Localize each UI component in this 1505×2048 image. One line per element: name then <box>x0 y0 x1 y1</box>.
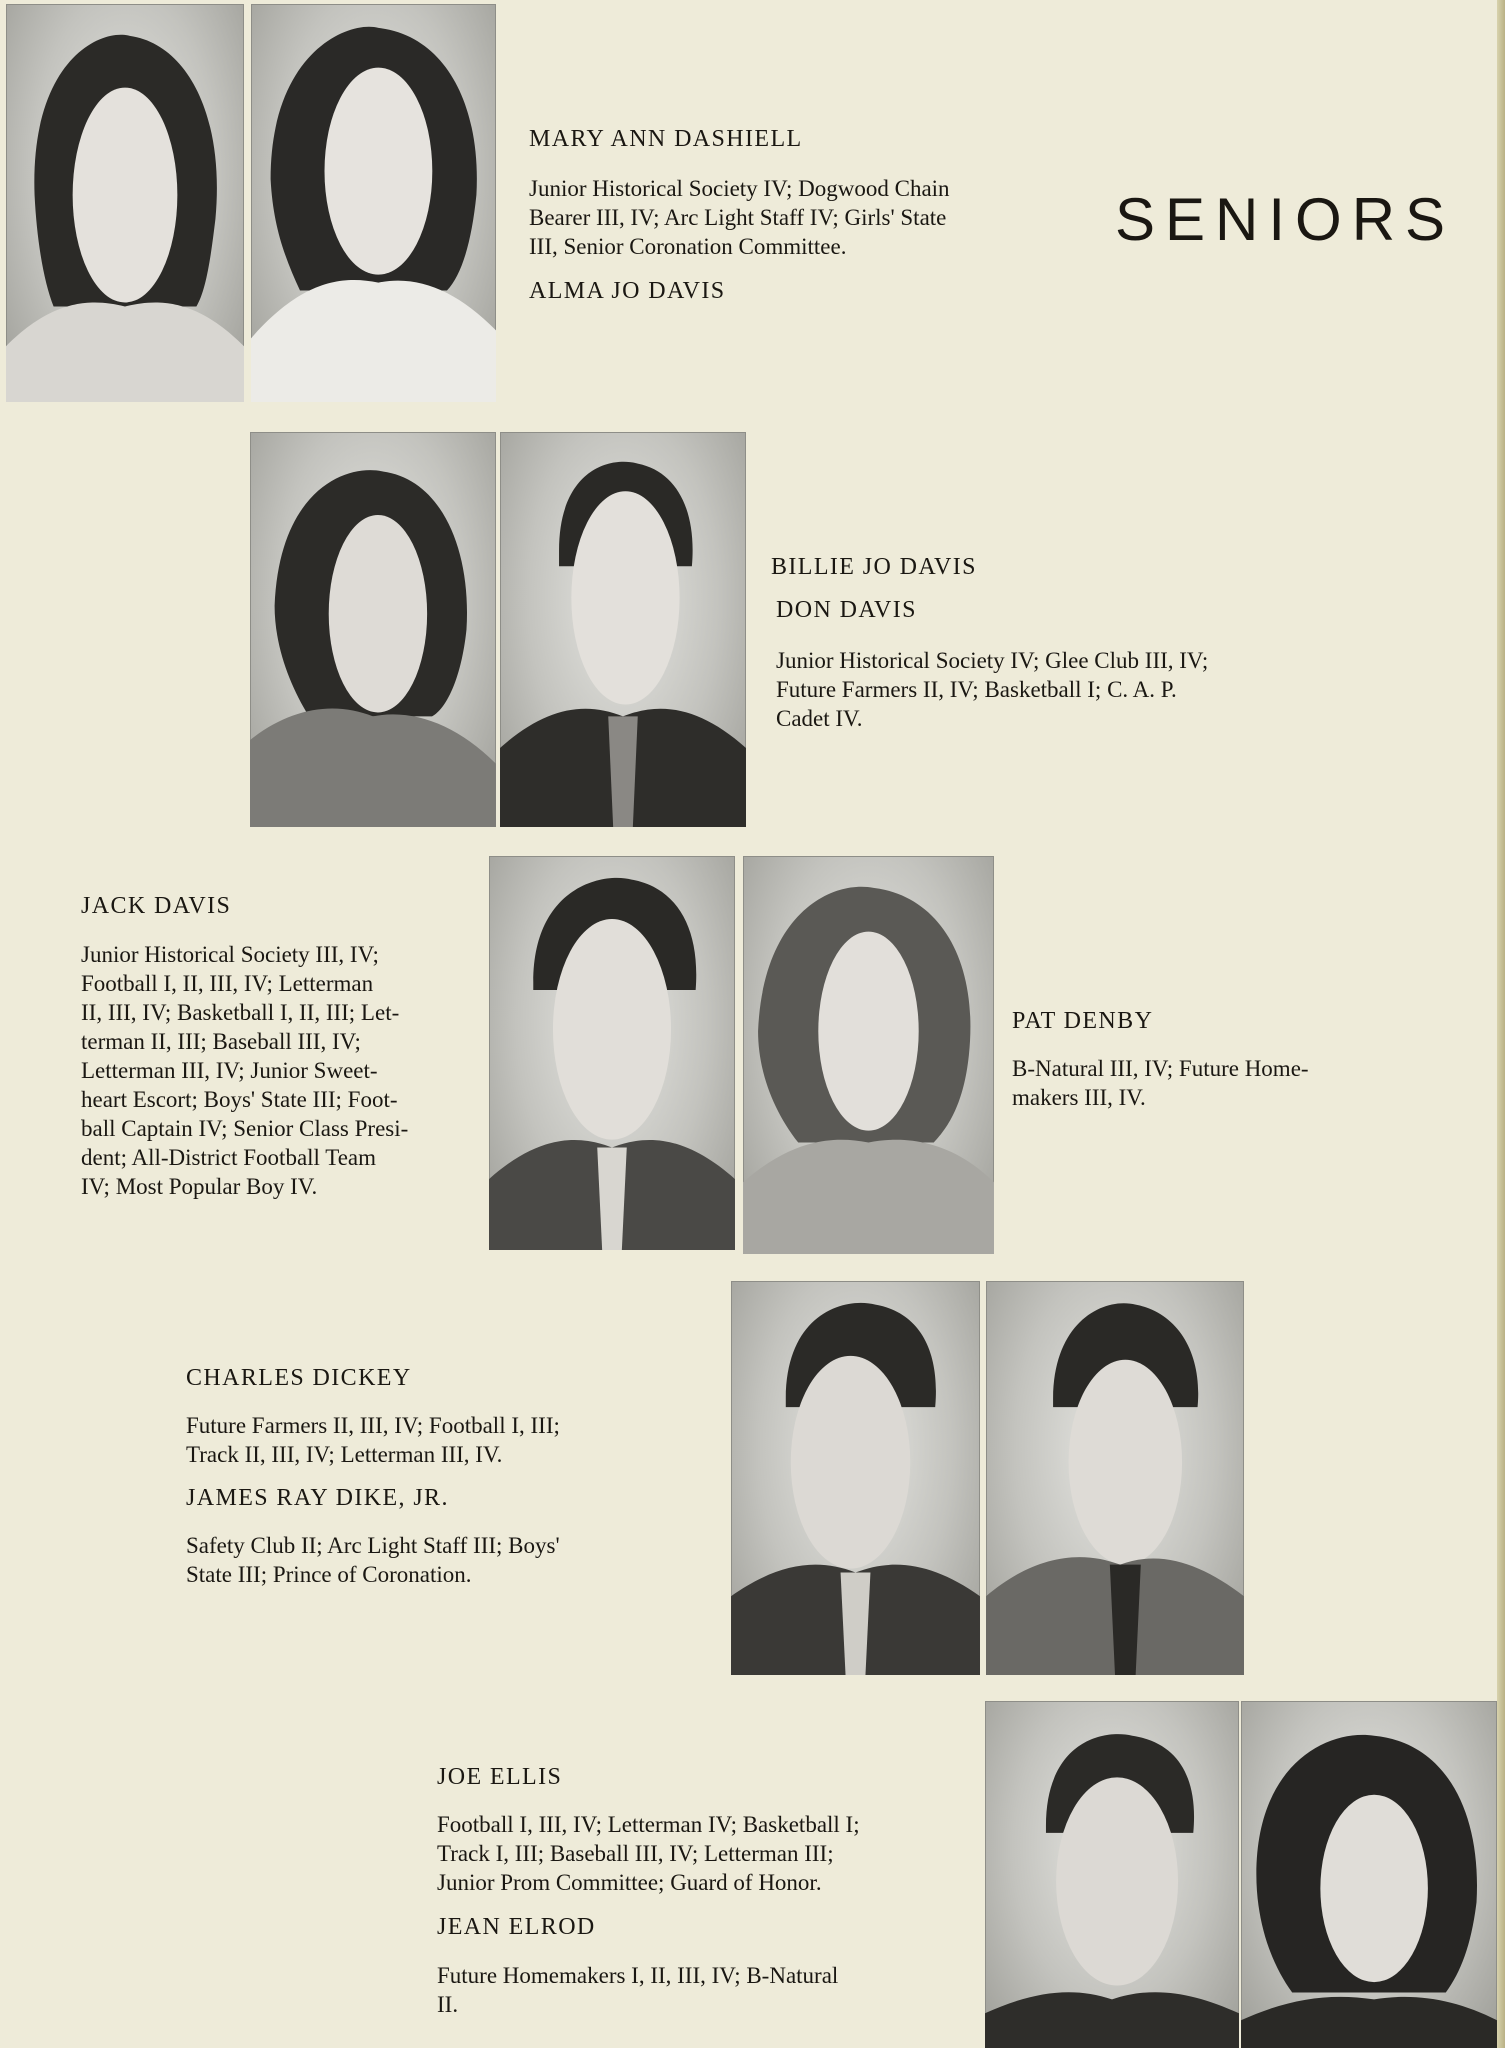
activities-line: B-Natural III, IV; Future Home- <box>1012 1056 1309 1081</box>
activities-line: State III; Prince of Coronation. <box>186 1562 472 1587</box>
page-heading: SENIORS <box>1115 186 1456 253</box>
student-name: JAMES RAY DIKE, JR. <box>186 1485 449 1511</box>
activities-line: Football I, II, III, IV; Letterman <box>81 971 374 996</box>
activities-line: heart Escort; Boys' State III; Foot- <box>81 1087 398 1112</box>
portrait-photo-pat-denby <box>743 856 994 1254</box>
activities-line: dent; All-District Football Team <box>81 1145 377 1170</box>
activities-line: IV; Most Popular Boy IV. <box>81 1174 318 1199</box>
activities-line: terman II, III; Baseball III, IV; <box>81 1029 361 1054</box>
activities-line: Junior Prom Committee; Guard of Honor. <box>437 1870 822 1895</box>
activities-line: Junior Historical Society IV; Dogwood Chain <box>529 176 950 201</box>
activities-line: Future Farmers II, III, IV; Football I, III; <box>186 1413 560 1438</box>
portrait-silhouette <box>250 432 496 827</box>
student-name: BILLIE JO DAVIS <box>771 554 977 580</box>
activities-line: Track I, III; Baseball III, IV; Letterman III; <box>437 1841 834 1866</box>
student-activities <box>186 1531 560 1589</box>
activities-line: Track II, III, IV; Letterman III, IV. <box>186 1442 503 1467</box>
portrait-photo-billie-jo-davis <box>250 432 496 827</box>
portrait-silhouette <box>1241 1701 1497 2048</box>
portrait-silhouette <box>489 856 735 1250</box>
activities-line: Future Farmers II, IV; Basketball I; C. A. P. <box>776 677 1177 702</box>
portrait-photo-jack-davis <box>489 856 735 1250</box>
student-name: JOE ELLIS <box>437 1764 563 1790</box>
activities-line: Football I, III, IV; Letterman IV; Basketball I; <box>437 1812 860 1837</box>
portrait-photo-james-ray-dike <box>986 1281 1244 1675</box>
portrait-photo-jean-elrod <box>1241 1701 1497 2048</box>
portrait-silhouette <box>985 1701 1239 2048</box>
student-name: CHARLES DICKEY <box>186 1365 412 1391</box>
portrait-photo-joe-ellis <box>985 1701 1239 2048</box>
portrait-silhouette <box>500 432 746 827</box>
activities-line: Future Homemakers I, II, III, IV; B-Natural <box>437 1963 839 1988</box>
activities-line: III, Senior Coronation Committee. <box>529 234 847 259</box>
student-activities <box>529 174 950 261</box>
student-name: DON DAVIS <box>776 597 917 623</box>
activities-line: ball Captain IV; Senior Class Presi- <box>81 1116 409 1141</box>
portrait-silhouette <box>743 856 994 1254</box>
activities-line: Junior Historical Society III, IV; <box>81 942 379 967</box>
student-activities <box>437 1961 838 2019</box>
activities-line: makers III, IV. <box>1012 1085 1146 1110</box>
student-name: JEAN ELROD <box>437 1914 596 1940</box>
activities-line: Bearer III, IV; Arc Light Staff IV; Girls' State <box>529 205 947 230</box>
activities-line: II, III, IV; Basketball I, II, III; Let- <box>81 1000 400 1025</box>
activities-line: Cadet IV. <box>776 706 863 731</box>
page-edge <box>1497 0 1505 2048</box>
student-name: ALMA JO DAVIS <box>529 278 726 304</box>
portrait-photo-don-davis <box>500 432 746 827</box>
portrait-silhouette <box>251 4 496 402</box>
student-activities <box>1012 1054 1309 1112</box>
activities-line: Letterman III, IV; Junior Sweet- <box>81 1058 378 1083</box>
portrait-photo-mary-ann-dashiell <box>6 4 244 402</box>
student-activities <box>186 1411 560 1469</box>
portrait-silhouette <box>731 1281 980 1675</box>
student-activities <box>776 646 1208 733</box>
student-name: PAT DENBY <box>1012 1008 1154 1034</box>
activities-line: Safety Club II; Arc Light Staff III; Boys' <box>186 1533 560 1558</box>
portrait-photo-charles-dickey <box>731 1281 980 1675</box>
portrait-photo-alma-jo-davis <box>251 4 496 402</box>
portrait-silhouette <box>986 1281 1244 1675</box>
activities-line: II. <box>437 1992 459 2017</box>
student-activities <box>81 940 408 1201</box>
student-name: MARY ANN DASHIELL <box>529 126 803 152</box>
student-name: JACK DAVIS <box>81 893 232 919</box>
activities-line: Junior Historical Society IV; Glee Club III, IV; <box>776 648 1209 673</box>
student-activities <box>437 1810 860 1897</box>
portrait-silhouette <box>6 4 244 402</box>
